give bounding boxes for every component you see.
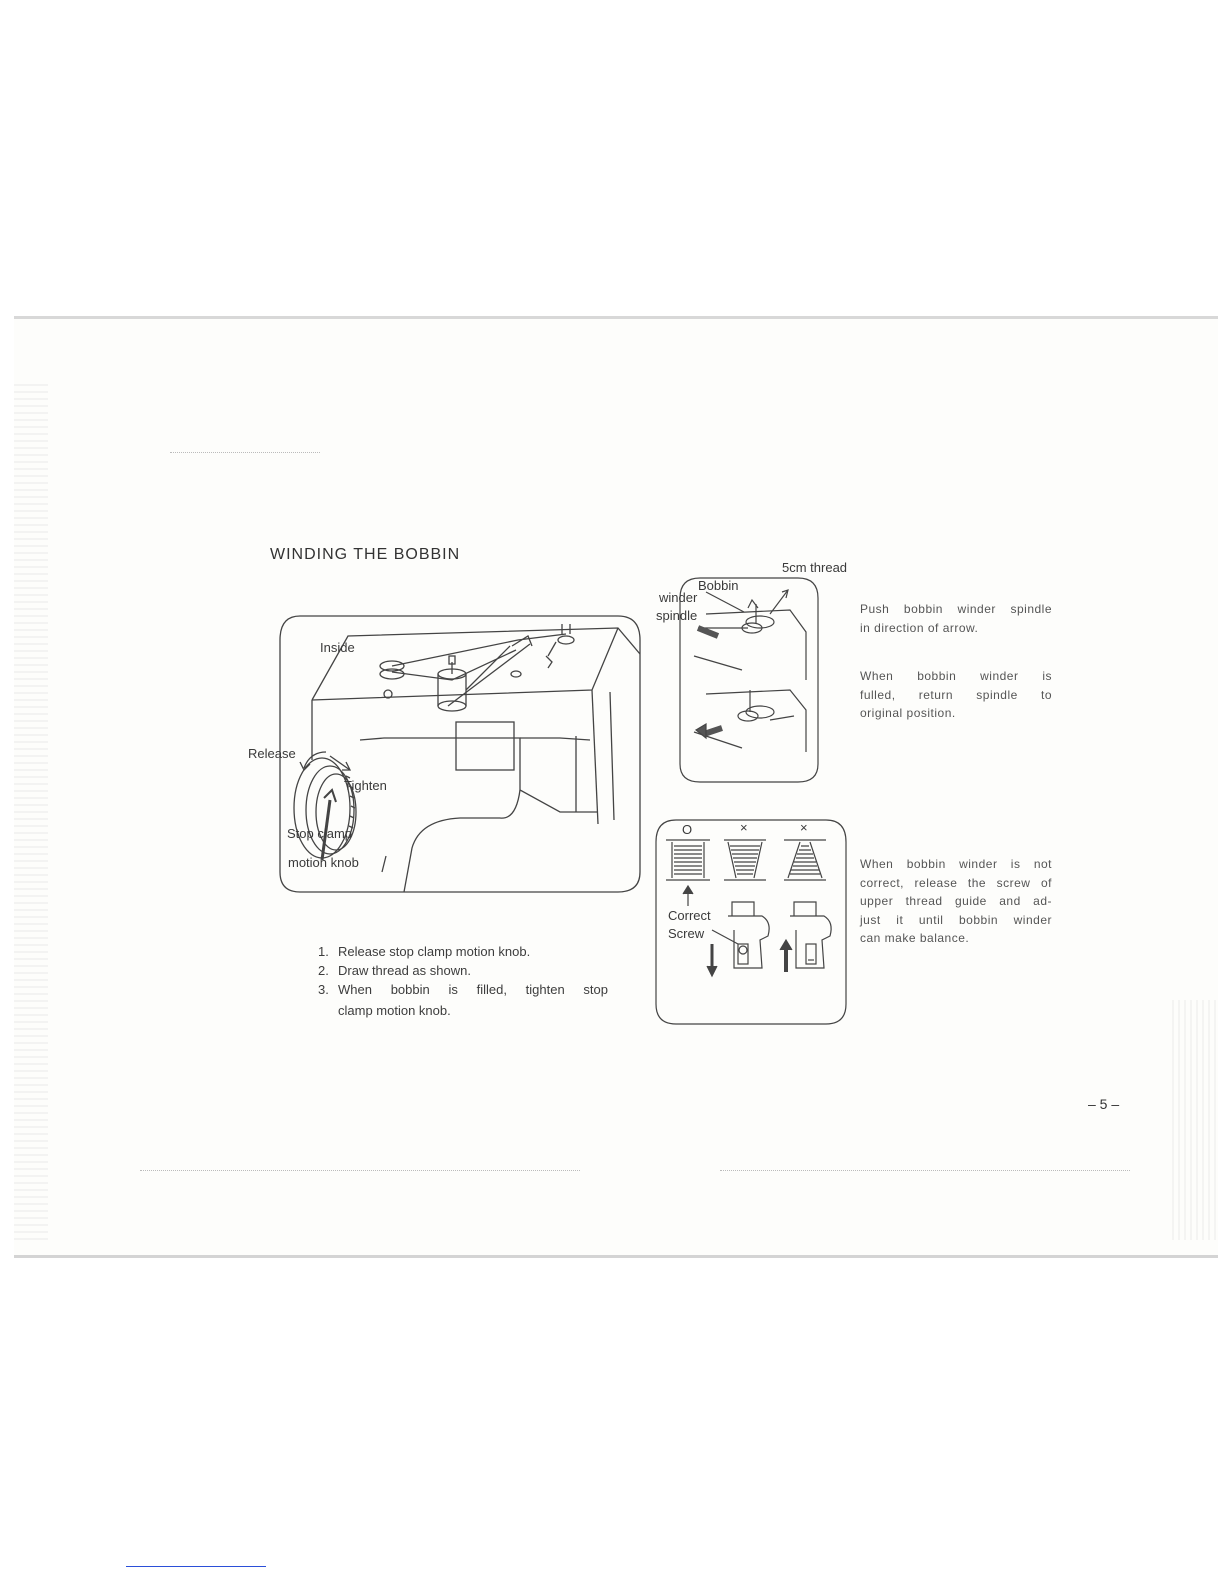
label-tighten: Tighten (344, 778, 387, 793)
paragraph-not-correct-line: When bobbin winder is not (860, 857, 1052, 871)
section-heading: WINDING THE BOBBIN (270, 546, 461, 563)
scan-artifact-line (170, 452, 320, 453)
step-item (318, 942, 608, 961)
mark-wrong-1: × (740, 820, 748, 835)
paragraph-fulled (860, 667, 1052, 723)
bottom-rule (126, 1566, 266, 1567)
step-text: Release stop clamp motion knob. (338, 944, 531, 959)
label-5cm-thread: 5cm thread (782, 560, 848, 575)
step-number: 1. (318, 944, 329, 959)
label-spindle: spindle (656, 608, 698, 623)
step-text: clamp motion knob. (338, 1003, 451, 1018)
label-bobbin: Bobbin (698, 578, 739, 593)
paragraph-not-correct-line: just it until bobbin winder (860, 912, 1052, 927)
paragraph-fulled-line: fulled, return spindle to (860, 687, 1052, 702)
label-stop-clamp: Stop clamp (287, 826, 353, 841)
label-winder: winder (659, 590, 698, 605)
step-text: Draw thread as shown. (338, 963, 471, 978)
paragraph-push-line: in direction of arrow. (860, 620, 979, 635)
paragraph-push-line: Push bobbin winder spindle (860, 602, 1052, 616)
paragraph-push (860, 600, 1052, 637)
step-item (318, 980, 608, 999)
label-motion-knob: motion knob (288, 855, 359, 870)
step-item (318, 961, 608, 980)
step-text: When bobbin is filled, tighten stop (338, 982, 608, 997)
paragraph-not-correct (860, 855, 1052, 948)
step-item-continuation (318, 1001, 608, 1020)
scan-artifact-line (140, 1170, 580, 1171)
label-inside: Inside (320, 640, 355, 655)
paragraph-not-correct-line: correct, release the screw of (860, 875, 1052, 890)
mark-correct: O (682, 822, 693, 837)
label-release: Release (248, 746, 296, 761)
label-correct: Correct (668, 908, 711, 923)
page-number: – 5 – (1088, 1096, 1120, 1112)
step-number: 2. (318, 963, 329, 978)
mark-wrong-2: × (800, 820, 808, 835)
label-screw: Screw (668, 926, 705, 941)
paragraph-not-correct-line: can make balance. (860, 931, 970, 945)
paragraph-fulled-line: When bobbin winder is (860, 669, 1052, 683)
instruction-steps (318, 942, 608, 1020)
scan-artifact-line (720, 1170, 1130, 1171)
paragraph-fulled-line: original position. (860, 706, 956, 720)
step-number: 3. (318, 982, 329, 997)
paragraph-not-correct-line: upper thread guide and ad- (860, 894, 1052, 908)
